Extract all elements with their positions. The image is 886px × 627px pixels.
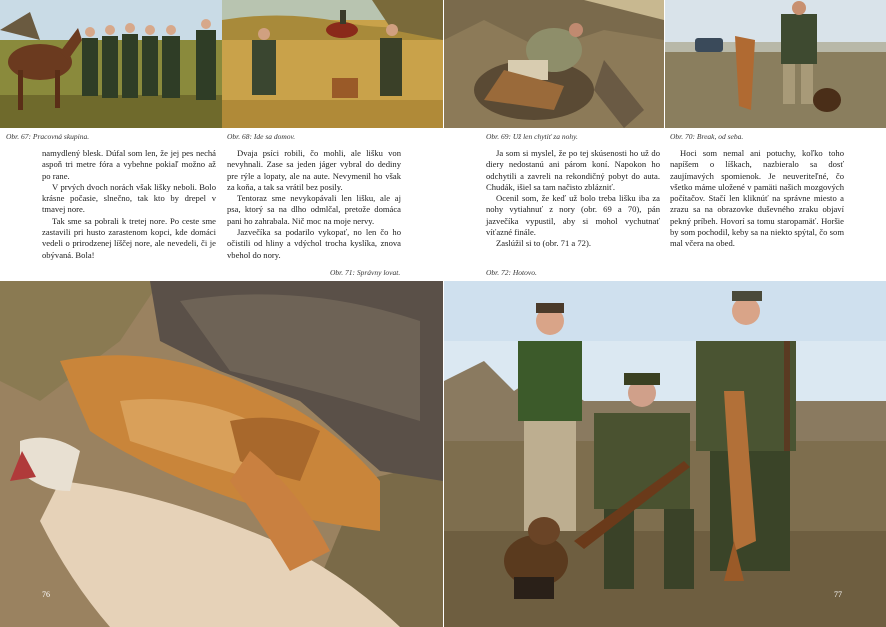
page-number-right: 77	[834, 590, 842, 599]
paragraph: Jazvečíka sa podarilo vykopať, no len čo ho očistili od hliny a vdýchol trocha kyslíka, znova vbehol do nory.	[227, 227, 401, 260]
caption-fig-68: Obr. 68: Ide sa domov.	[227, 132, 296, 141]
paragraph: V prvých dvoch norách však lišky neboli. Bolo krásne počasie, slnečno, tak kto by drepel v tmavej nore.	[42, 181, 216, 215]
photo-fox-closeup	[0, 281, 443, 627]
photo-work-group	[0, 0, 222, 128]
paragraph: Tak sme sa pobrali k tretej nore. Po ceste sme zastavili pri husto zarastenom kopci, kde domáci vedeli o prirodzenej líščej nore, ale nevedeli, či je obývaná. Bola!	[42, 215, 216, 260]
text-column-1	[42, 148, 216, 261]
paragraph: Hoci som nemal ani potuchy, koľko toho napíšem o líškach, nazbieralo sa dosť zaujímavých spomienok. Je neuveriteľné, čo všetko máme uložené v pamäti našich mozgových počítačov. Stačí len kliknúť na správne miesto a zrazu sa na obrazovke duševného zraku objaví pekný príbeh. Hovorí sa tomu staropamäť. Horšie by som pochodil, keby sa na niekto spýtal, čo som mal včera na obed.	[670, 148, 844, 249]
page-number-left: 76	[42, 590, 50, 599]
caption-fig-72: Obr. 72: Hotovo.	[486, 268, 537, 277]
text-column-4	[670, 148, 844, 250]
caption-fig-67: Obr. 67: Pracovná skupina.	[6, 132, 90, 141]
paragraph: Ja som si myslel, že po tej skúsenosti ho už do diery nedostanú ani párom koní. Napokon ho odchytili a zavreli na rekondičný pobyt do auta. Chudák, išiel sa tam načisto zblázniť.	[486, 148, 660, 192]
text-column-3	[486, 148, 660, 250]
caption-fig-70: Obr. 70: Break, od seba.	[670, 132, 744, 141]
paragraph: namydlený blesk. Dúfal som len, že jej pes nechá aspoň tri metre fóra a vybehne pokiaľ možno až po rane.	[42, 148, 216, 181]
text-column-2	[227, 148, 401, 261]
paragraph: Zaslúžil si to (obr. 71 a 72).	[496, 238, 591, 249]
caption-fig-69: Obr. 69: Už len chytiť za nohy.	[486, 132, 578, 141]
photo-hunters-done	[444, 281, 886, 627]
caption-fig-71: Obr. 71: Správny lovat.	[330, 268, 401, 277]
paragraph: Ocenil som, že keď už bolo treba lišku iba za nohy vytiahnuť z nory (obr. 69 a 70), pán jazvečíka vypustil, aby si mohol vychutnať víťazné finále.	[486, 193, 660, 238]
photo-going-home	[222, 0, 443, 128]
paragraph: Dvaja psíci robili, čo mohli, ale lišku von nevyhnali. Zase sa jeden jáger vybral do dediny pre rýle a lopaty, ale na aute. Nevymenil ho však za koňa, a tak sa vrátil bez posily.	[227, 148, 401, 192]
paragraph: Tentoraz sme nevykopávali len lišku, ale aj psa, ktorý sa na dlho odmlčal, pretože domáca pani ho zahrabala. Nič moc na moje nervy.	[227, 193, 401, 226]
photo-break	[665, 0, 886, 128]
photo-grab-legs	[444, 0, 664, 128]
